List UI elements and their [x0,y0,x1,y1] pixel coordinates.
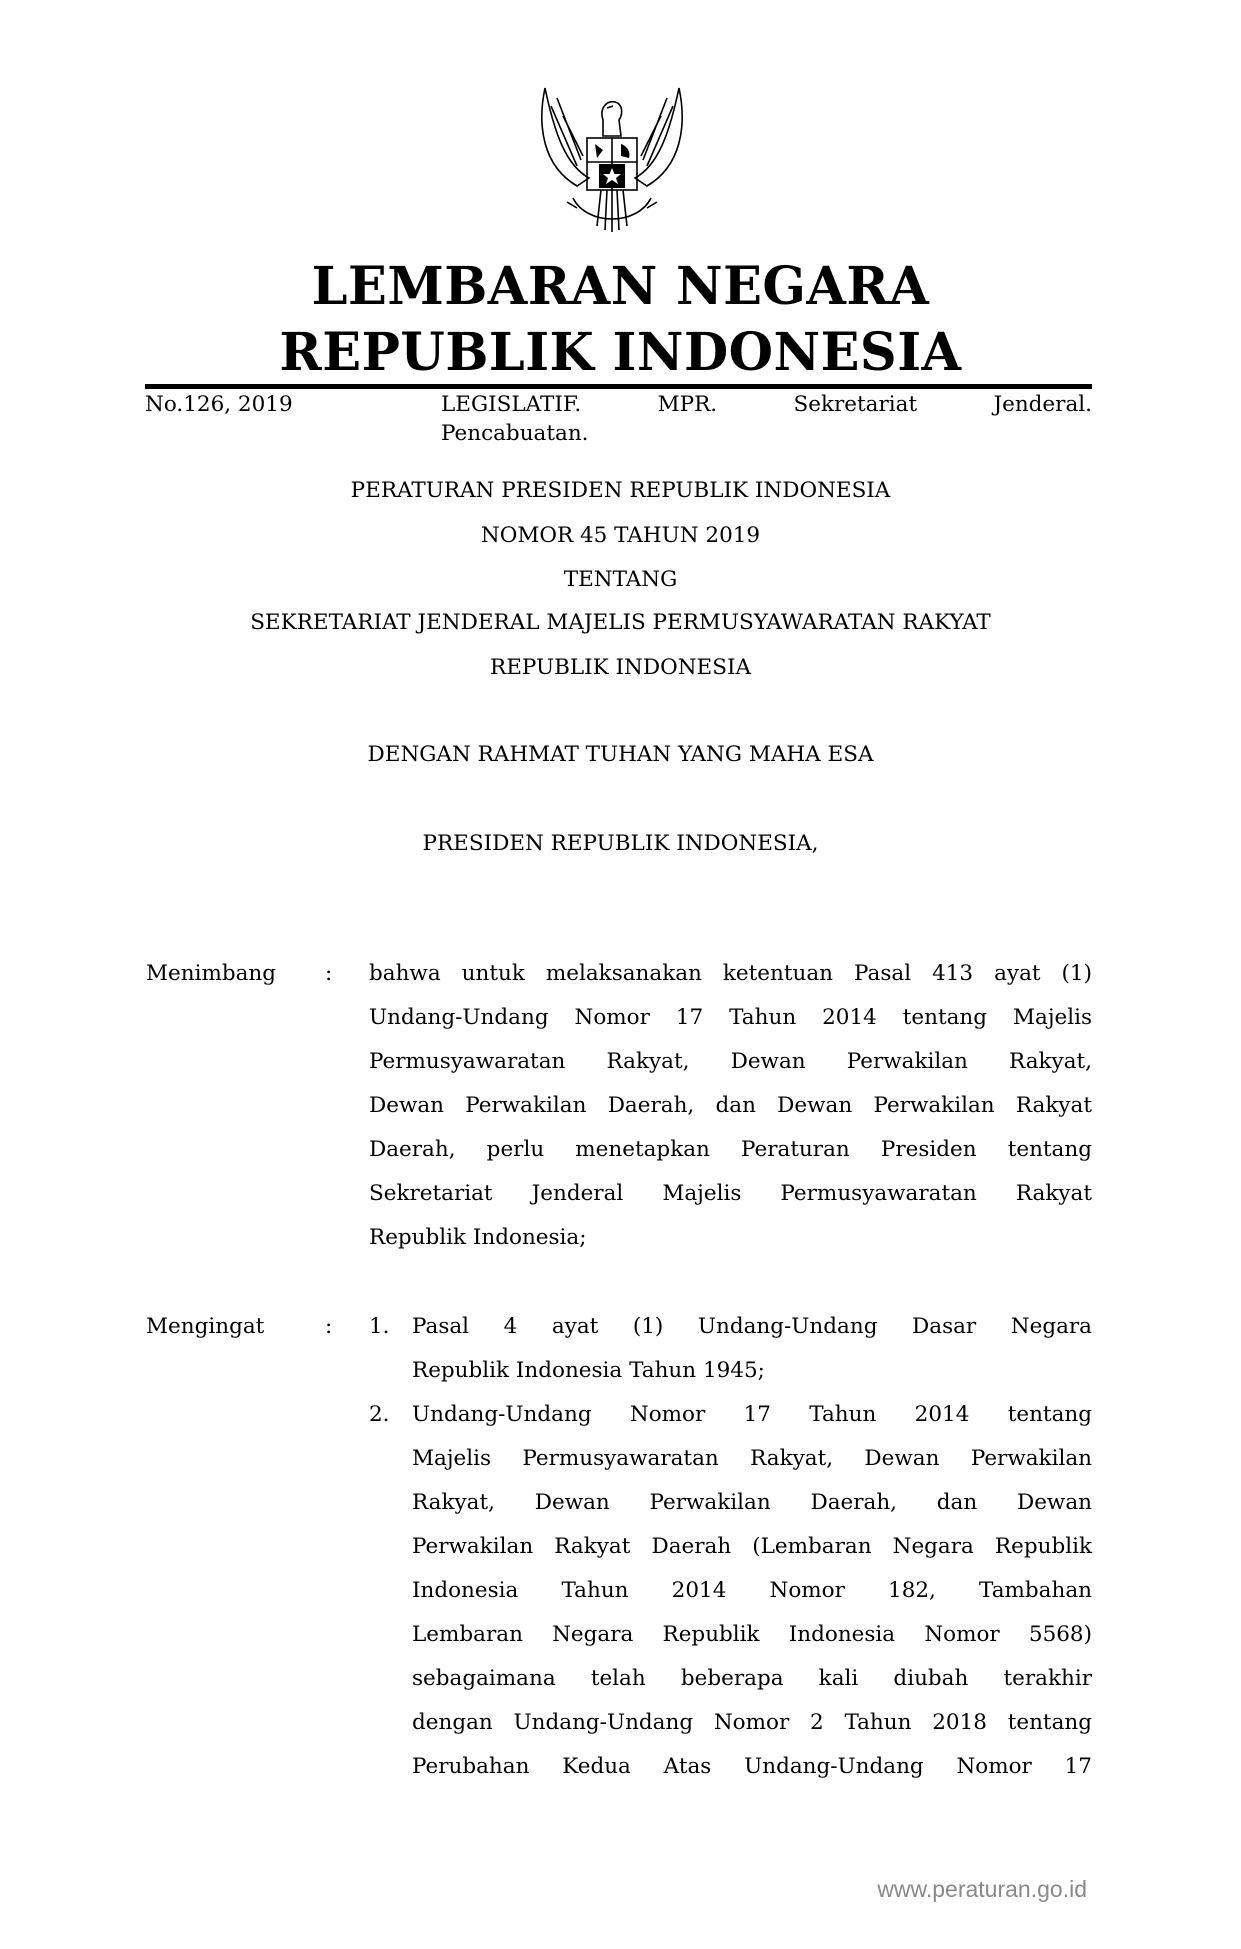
gazette-title-line2: REPUBLIK INDONESIA [279,322,962,383]
mengingat-line: Perubahan Kedua Atas Undang-Undang Nomor 17 [412,1754,1092,1779]
mengingat-colon: : [325,1314,333,1339]
keyword: Jenderal. [993,392,1092,417]
regulation-type: PERATURAN PRESIDEN REPUBLIK INDONESIA [350,478,891,503]
mengingat-line: Indonesia Tahun 2014 Nomor 182, Tambahan [412,1578,1092,1603]
gazette-title-line1: LEMBARAN NEGARA [311,256,930,317]
regulation-number: NOMOR 45 TAHUN 2019 [480,523,761,548]
item-number: 2. [369,1402,390,1427]
regulation-subject-line2: REPUBLIK INDONESIA [490,655,751,680]
mengingat-label: Mengingat [146,1314,265,1339]
gazette-keywords [441,390,1092,420]
gazette-keyword-line2: Pencabuatan. [441,421,589,446]
president-heading: PRESIDEN REPUBLIK INDONESIA, [422,831,819,856]
menimbang-colon: : [325,961,333,986]
footer-url[interactable]: www.peraturan.go.id [877,1876,1087,1902]
menimbang-line: Sekretariat Jenderal Majelis Permusyawaratan Rakyat [369,1181,1092,1206]
invocation: DENGAN RAHMAT TUHAN YANG MAHA ESA [367,742,874,767]
menimbang-line: bahwa untuk melaksanakan ketentuan Pasal 413 ayat (1) [369,961,1092,986]
mengingat-line: Perwakilan Rakyat Daerah (Lembaran Negara Republik [412,1534,1092,1559]
keyword: MPR. [657,392,718,417]
garuda-emblem-icon [537,86,687,238]
mengingat-line: Majelis Permusyawaratan Rakyat, Dewan Perwakilan [412,1446,1092,1471]
mengingat-line: Lembaran Negara Republik Indonesia Nomor 5568) [412,1622,1092,1647]
mengingat-line: Pasal 4 ayat (1) Undang-Undang Dasar Negara [412,1314,1092,1339]
item-number: 1. [369,1314,390,1339]
menimbang-label: Menimbang [146,961,277,986]
menimbang-line: Permusyawaratan Rakyat, Dewan Perwakilan Rakyat, [369,1049,1092,1074]
mengingat-line: dengan Undang-Undang Nomor 2 Tahun 2018 tentang [412,1710,1092,1735]
mengingat-line: Republik Indonesia Tahun 1945; [412,1358,765,1383]
keyword: Sekretariat [793,392,918,417]
mengingat-line: Undang-Undang Nomor 17 Tahun 2014 tentang [412,1402,1092,1427]
keyword: LEGISLATIF. [441,392,582,417]
menimbang-line: Daerah, perlu menetapkan Peraturan Presiden tentang [369,1137,1092,1162]
mengingat-line: sebagaimana telah beberapa kali diubah terakhir [412,1666,1092,1691]
header-rule [145,384,1092,389]
menimbang-line: Undang-Undang Nomor 17 Tahun 2014 tentang Majelis [369,1005,1092,1030]
regulation-about: TENTANG [563,567,678,592]
regulation-subject-line1: SEKRETARIAT JENDERAL MAJELIS PERMUSYAWARATAN RAKYAT [250,610,991,635]
menimbang-line: Republik Indonesia; [369,1225,587,1250]
mengingat-line: Rakyat, Dewan Perwakilan Daerah, dan Dewan [412,1490,1092,1515]
gazette-number: No.126, 2019 [145,392,293,417]
menimbang-line: Dewan Perwakilan Daerah, dan Dewan Perwakilan Rakyat [369,1093,1092,1118]
